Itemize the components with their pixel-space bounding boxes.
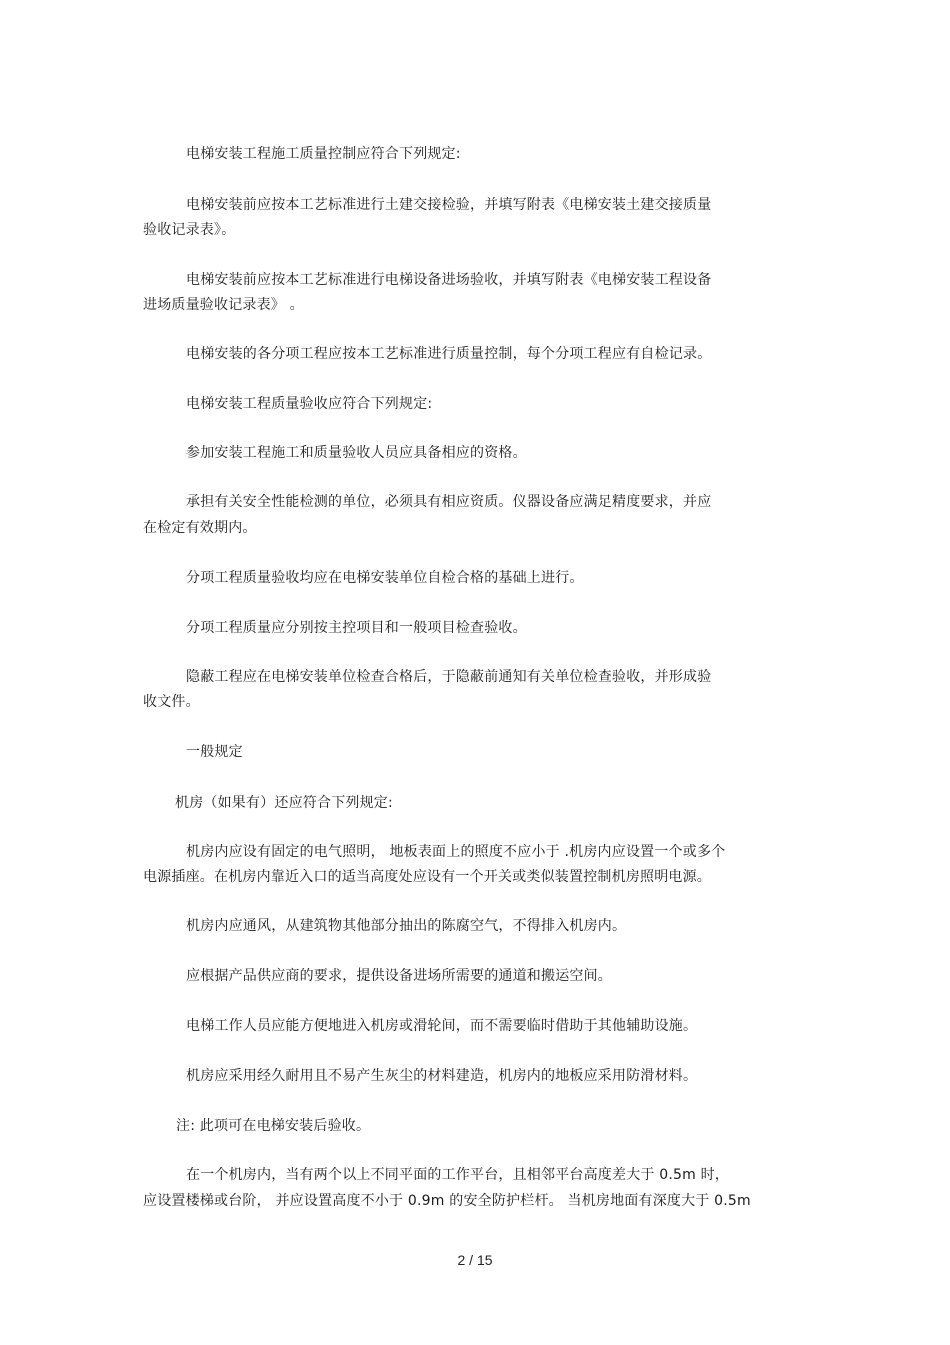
note-line: 注: 此项可在电梯安装后验收。 [176,1118,371,1134]
page-number: 2 / 15 [457,1252,493,1268]
paragraph-line: 隐蔽工程应在电梯安装单位检查合格后，于隐蔽前通知有关单位检查验收，并形成验 [186,669,712,685]
paragraph-line: 应设置楼梯或台阶， 并应设置高度不小于 0.9m 的安全防护栏杆。 当机房地面有深度大于 0.5m [143,1193,751,1209]
paragraph-line: 验收记录表》。 [143,222,236,238]
paragraph-line: 电梯安装前应按本工艺标准进行电梯设备进场验收，并填写附表《电梯安装工程设备 [186,272,712,288]
paragraph-line: 电梯安装前应按本工艺标准进行土建交接检验，并填写附表《电梯安装土建交接质量 [186,197,712,213]
paragraph-line: 应根据产品供应商的要求，提供设备进场所需要的通道和搬运空间。 [186,968,612,984]
paragraph-line: 进场质量验收记录表》 。 [143,297,304,313]
paragraph-line: 机房内应设有固定的电气照明， 地板表面上的照度不应小于 .机房内应设置一个或多个 [186,844,726,860]
section-heading: 一般规定 [186,744,243,760]
paragraph-line: 分项工程质量应分别按主控项目和一般项目检查验收。 [186,620,527,636]
paragraph-line: 电梯工作人员应能方便地进入机房或滑轮间，而不需要临时借助于其他辅助设施。 [186,1018,698,1034]
paragraph-line: 机房应采用经久耐用且不易产生灰尘的材料建造，机房内的地板应采用防滑材料。 [186,1068,698,1084]
paragraph-line: 在检定有效期内。 [143,520,257,536]
paragraph-line: 在一个机房内，当有两个以上不同平面的工作平台，且相邻平台高度差大于 0.5m 时， [186,1167,730,1183]
paragraph-line: 机房（如果有）还应符合下列规定: [175,795,393,811]
paragraph-line: 分项工程质量验收均应在电梯安装单位自检合格的基础上进行。 [186,570,584,586]
paragraph-line: 承担有关安全性能检测的单位，必须具有相应资质。仪器设备应满足精度要求，并应 [186,494,712,510]
paragraph-line: 电梯安装工程质量验收应符合下列规定: [186,396,433,412]
paragraph-line: 电源插座。在机房内靠近入口的适当高度处应设有一个开关或类似装置控制机房照明电源。 [143,869,711,885]
paragraph-line: 电梯安装的各分项工程应按本工艺标准进行质量控制，每个分项工程应有自检记录。 [186,346,712,362]
paragraph-line: 机房内应通风，从建筑物其他部分抽出的陈腐空气，不得排入机房内。 [186,918,627,934]
paragraph-line: 电梯安装工程施工质量控制应符合下列规定: [186,146,461,162]
paragraph-line: 参加安装工程施工和质量验收人员应具备相应的资格。 [186,445,527,461]
paragraph-line: 收文件。 [143,694,200,710]
